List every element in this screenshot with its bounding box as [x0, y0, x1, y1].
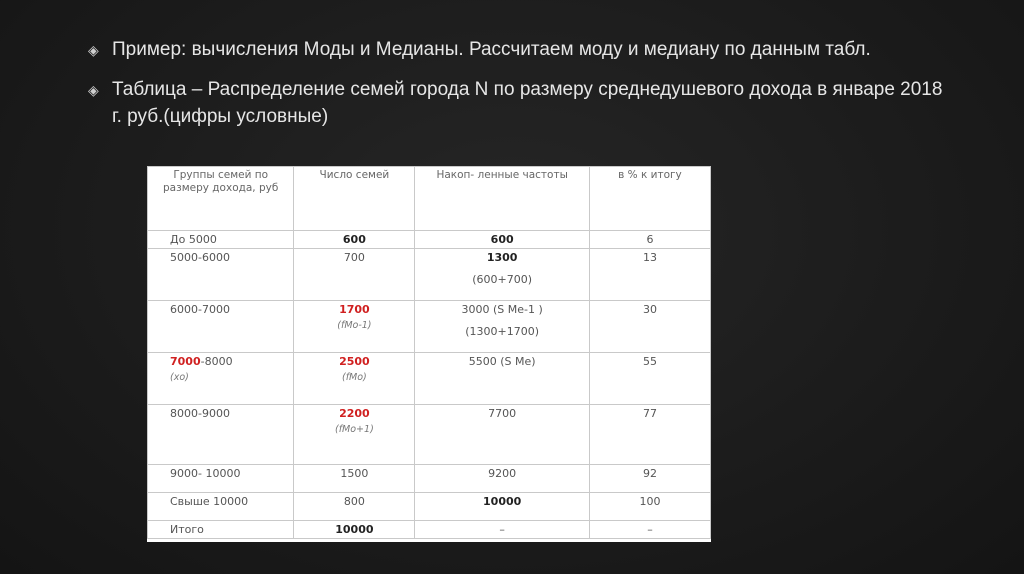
- percent-cell: –: [589, 521, 710, 539]
- table-row: [148, 249, 711, 301]
- header-percent: в % к итогу: [589, 167, 710, 231]
- table-row: [148, 353, 711, 405]
- cumulative-cell: 10000: [415, 493, 590, 521]
- count-value: 2200: [339, 407, 370, 420]
- percent-cell: 30: [589, 301, 710, 353]
- bullet-item: [88, 76, 948, 130]
- percent-cell: 77: [589, 405, 710, 465]
- count-cell: [294, 353, 415, 405]
- count-value: 2500: [339, 355, 370, 368]
- cumulative-cell: 7700: [415, 405, 590, 465]
- group-cell: [148, 353, 294, 405]
- table-row: [148, 465, 711, 493]
- count-cell: 600: [294, 231, 415, 249]
- cumulative-note: (1300+1700): [465, 325, 540, 338]
- group-cell: 9000- 10000: [148, 465, 294, 493]
- table-row: [148, 301, 711, 353]
- cumulative-cell: [415, 301, 590, 353]
- diamond-bullet-icon: ◈: [88, 82, 99, 98]
- cumulative-value: 3000 (S Me-1 ): [461, 303, 543, 316]
- count-note: (fMo-1): [337, 320, 372, 331]
- cumulative-value: 1300: [486, 251, 518, 264]
- count-note: (fMo): [342, 372, 367, 383]
- group-note: (xo): [170, 372, 189, 383]
- group-cell: 5000-6000: [148, 249, 294, 301]
- bullet-list: [88, 36, 948, 142]
- cumulative-cell: [415, 249, 590, 301]
- group-cell: 6000-7000: [148, 301, 294, 353]
- count-cell: 700: [294, 249, 415, 301]
- cumulative-cell: 600: [415, 231, 590, 249]
- count-note: (fMo+1): [335, 424, 374, 435]
- group-rest-part: -8000: [200, 355, 233, 368]
- group-cell: Свыше 10000: [148, 493, 294, 521]
- table-row: [148, 521, 711, 539]
- cumulative-note: (600+700): [472, 273, 533, 286]
- count-value: 1700: [339, 303, 370, 316]
- group-cell: 8000-9000: [148, 405, 294, 465]
- cumulative-cell: –: [415, 521, 590, 539]
- group-red-part: 7000: [170, 355, 201, 368]
- percent-cell: 100: [589, 493, 710, 521]
- count-cell: 1500: [294, 465, 415, 493]
- percent-cell: 55: [589, 353, 710, 405]
- cumulative-cell: 5500 (S Me): [415, 353, 590, 405]
- table-row: [148, 405, 711, 465]
- count-cell: 800: [294, 493, 415, 521]
- percent-cell: 13: [589, 249, 710, 301]
- header-groups: Группы семей по размеру дохода, руб: [148, 167, 294, 231]
- bullet-item: [88, 36, 948, 64]
- bullet-text: Пример: вычисления Моды и Медианы. Рассчитаем моду и медиану по данным табл.: [112, 39, 871, 60]
- cumulative-cell: 9200: [415, 465, 590, 493]
- income-distribution-table: [147, 166, 711, 542]
- group-cell: Итого: [148, 521, 294, 539]
- header-cumulative: Накоп- ленные частоты: [415, 167, 590, 231]
- count-cell: [294, 405, 415, 465]
- group-cell: До 5000: [148, 231, 294, 249]
- table-row: [148, 493, 711, 521]
- count-cell: [294, 301, 415, 353]
- bullet-text: Таблица – Распределение семей города N по размеру среднедушевого дохода в январе 2018 г. руб.(цифры условные): [112, 79, 943, 127]
- diamond-bullet-icon: ◈: [88, 42, 99, 58]
- percent-cell: 92: [589, 465, 710, 493]
- header-count: Число семей: [294, 167, 415, 231]
- count-cell: 10000: [294, 521, 415, 539]
- percent-cell: 6: [589, 231, 710, 249]
- table-row: [148, 231, 711, 249]
